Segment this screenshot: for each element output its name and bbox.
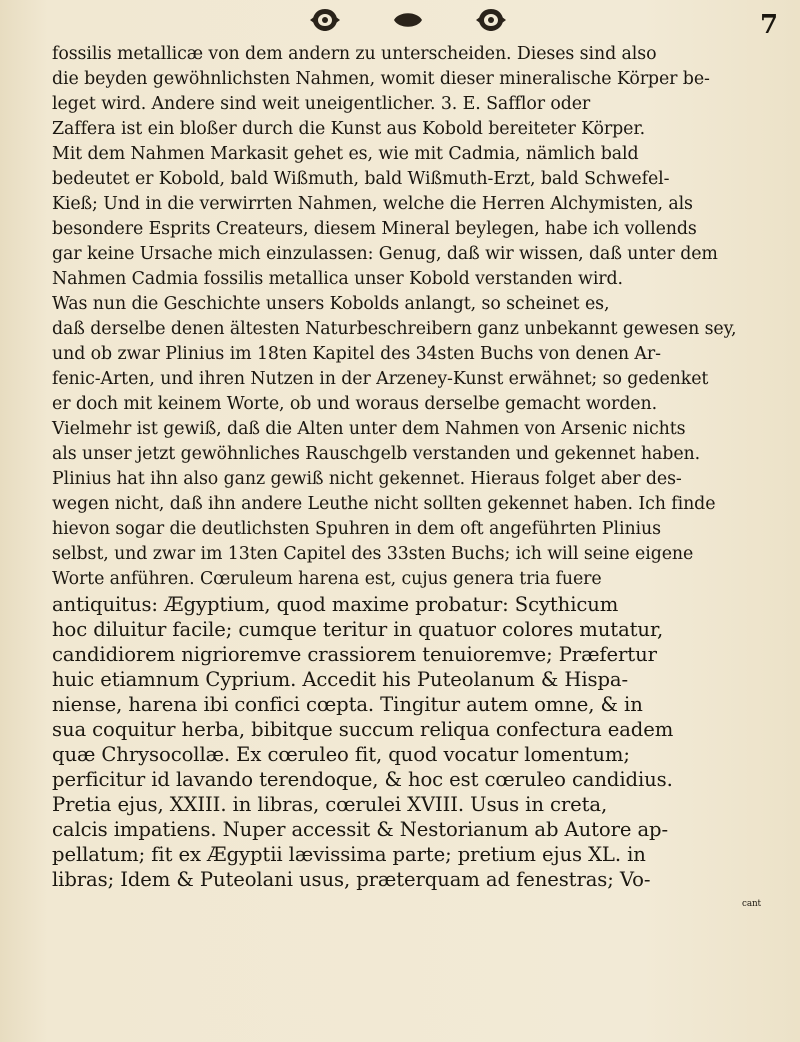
- text-line: Nahmen Cadmia fossilis metallica unser Kobold verstanden wird.: [52, 269, 623, 289]
- text-line: Kieß; Und in die verwirrten Nahmen, welche die Herren Alchymisten, als: [52, 194, 693, 214]
- text-line: die beyden gewöhnlichsten Nahmen, womit dieser mineralische Körper be-: [52, 69, 710, 89]
- text-line: besondere Esprits Createurs, diesem Mineral beylegen, habe ich vollends: [52, 219, 697, 239]
- text-line: daß derselbe denen ältesten Naturbeschreibern ganz unbekannt gewesen sey,: [52, 319, 737, 339]
- text-line: Vielmehr ist gewiß, daß die Alten unter dem Nahmen von Arsenic nichts: [52, 419, 686, 439]
- catchword: cant: [742, 899, 761, 909]
- text-line: Zaffera ist ein bloßer durch die Kunst aus Kobold bereiteter Körper.: [52, 119, 646, 139]
- text-line-latin: candidiorem nigrioremve crassiorem tenuioremve; Præfertur: [52, 643, 657, 666]
- text-line: wegen nicht, daß ihn andere Leuthe nicht sollten gekennet haben. Ich finde: [52, 494, 716, 514]
- text-line-latin: huic etiamnum Cyprium. Accedit his Puteolanum & Hispa-: [52, 668, 629, 691]
- header-ornament: [308, 6, 508, 34]
- text-line-latin: Pretia ejus, XXIII. in libras, cœrulei XVIII. Usus in creta,: [52, 793, 608, 816]
- text-line-latin: libras; Idem & Puteolani usus, præterquam ad fenestras; Vo-: [52, 868, 651, 891]
- text-line: Plinius hat ihn also ganz gewiß nicht gekennet. Hieraus folget aber des-: [52, 469, 682, 489]
- fleuron-icon: [308, 7, 342, 33]
- text-line: er doch mit keinem Worte, ob und woraus derselbe gemacht worden.: [52, 394, 657, 414]
- text-line-latin: hoc diluitur facile; cumque teritur in quatuor colores mutatur,: [52, 618, 664, 641]
- text-line: selbst, und zwar im 13ten Capitel des 33sten Buchs; ich will seine eigene: [52, 544, 694, 564]
- text-line-latin: sua coquitur herba, bibitque succum reliqua confectura eadem: [52, 718, 674, 741]
- text-line: Mit dem Nahmen Markasit gehet es, wie mit Cadmia, nämlich bald: [52, 144, 639, 164]
- text-line-latin: calcis impatiens. Nuper accessit & Nestorianum ab Autore ap-: [52, 818, 669, 841]
- text-line-latin: antiquitus: Ægyptium, quod maxime probatur: Scythicum: [52, 593, 619, 616]
- fleuron-icon: [474, 7, 508, 33]
- text-line: fenic-Arten, und ihren Nutzen in der Arzeney-Kunst erwähnet; so gedenket: [52, 369, 709, 389]
- text-line: Worte anführen. Cœruleum harena est, cujus genera tria fuere: [52, 569, 602, 589]
- text-line-latin: pellatum; fit ex Ægyptii lævissima parte; pretium ejus XL. in: [52, 843, 646, 866]
- text-line-latin: niense, harena ibi confici cœpta. Tingitur autem omne, & in: [52, 693, 643, 716]
- page-number: 7: [760, 10, 779, 40]
- text-line: gar keine Ursache mich einzulassen: Genug, daß wir wissen, daß unter dem: [52, 244, 718, 264]
- text-line: und ob zwar Plinius im 18ten Kapitel des 34sten Buchs von denen Ar-: [52, 344, 661, 364]
- text-line-latin: quæ Chrysocollæ. Ex cœruleo fit, quod vocatur lomentum;: [52, 743, 630, 766]
- body-text: [52, 42, 787, 917]
- text-line: Was nun die Geschichte unsers Kobolds anlangt, so scheinet es,: [52, 294, 610, 314]
- text-line: hievon sogar die deutlichsten Spuhren in dem oft angeführten Plinius: [52, 519, 661, 539]
- text-line: fossilis metallicæ von dem andern zu unterscheiden. Dieses sind also: [52, 44, 657, 64]
- text-line-latin: perficitur id lavando terendoque, & hoc est cœruleo candidius.: [52, 768, 673, 791]
- text-line: bedeutet er Kobold, bald Wißmuth, bald Wißmuth-Erzt, bald Schwefel-: [52, 169, 670, 189]
- text-line: als unser jetzt gewöhnliches Rauschgelb verstanden und gekennet haben.: [52, 444, 701, 464]
- text-line: leget wird. Andere sind weit uneigentlicher. 3. E. Safflor oder: [52, 94, 591, 114]
- fleuron-icon: [391, 7, 425, 33]
